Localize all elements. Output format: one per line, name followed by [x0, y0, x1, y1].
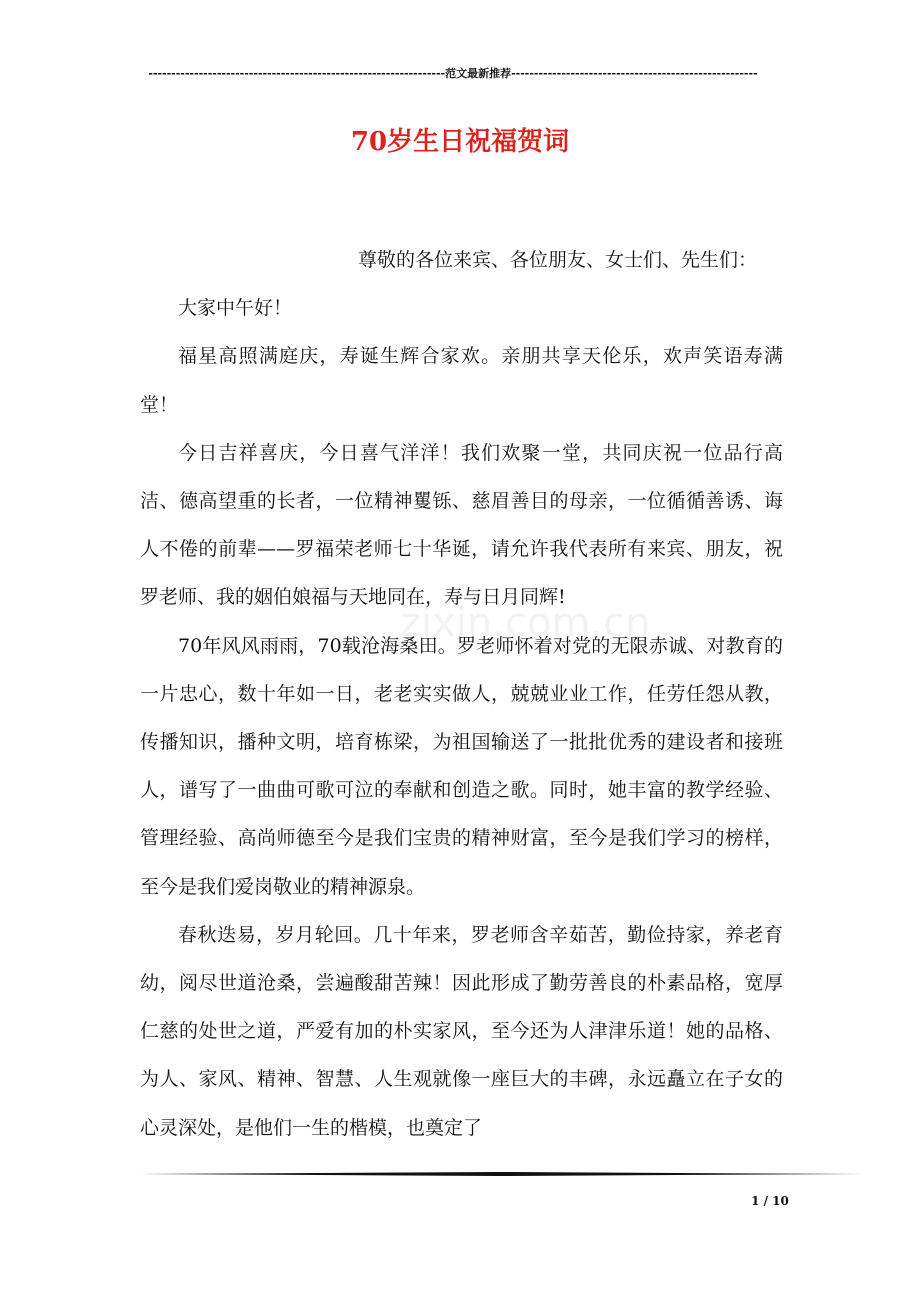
paragraph: 大家中午好！ [178, 297, 293, 320]
salutation: 尊敬的各位来宾、各位朋友、女士们、先生们： [358, 249, 758, 271]
document-body [140, 236, 783, 1152]
footer-divider [140, 1172, 862, 1176]
paragraph: 春秋迭易，岁月轮回。几十年来，罗老师含辛茹苦，勤俭持家，养老育幼，阅尽世道沧桑，尝遍酸甜苦辣！因此形成了勤劳善良的朴素品格，宽厚仁慈的处世之道，严爱有加的朴实家风，至今还为人津津乐道！她的品格、为人、家风、精神、智慧、人生观就像一座巨大的丰碑，永远矗立在子女的心灵深处，是他们一生的楷模，也奠定了 [140, 923, 783, 1139]
page-header: -----------------------------------------------------------------范文最新推荐------------------------------------------------------ [148, 67, 758, 80]
page-number: 1 / 10 [751, 1194, 789, 1208]
paragraph: 今日吉祥喜庆，今日喜气洋洋！我们欢聚一堂，共同庆祝一位品行高洁、德高望重的长者，一位精神矍铄、慈眉善目的母亲，一位循循善诱、诲人不倦的前辈——罗福荣老师七十华诞，请允许我代表所有来宾、朋友，祝罗老师、我的姻伯娘福与天地同在，寿与日月同辉! [140, 441, 783, 609]
document-title: 70岁生日祝福贺词 [350, 127, 570, 157]
paragraph: 70年风风雨雨，70载沧海桑田。罗老师怀着对党的无限赤诚、对教育的一片忠心，数十年如一日，老老实实做人，兢兢业业工作，任劳任怨从教，传播知识，播种文明，培育栋梁，为祖国输送了一批批优秀的建设者和接班人，谱写了一曲曲可歌可泣的奉献和创造之歌。同时，她丰富的教学经验、管理经验、高尚师德至今是我们宝贵的精神财富，至今是我们学习的榜样，至今是我们爱岗敬业的精神源泉。 [140, 634, 783, 898]
paragraph: 福星高照满庭庆，寿诞生辉合家欢。亲朋共享天伦乐，欢声笑语寿满堂！ [140, 345, 783, 416]
watermark: zixin.com.cn [400, 600, 651, 646]
